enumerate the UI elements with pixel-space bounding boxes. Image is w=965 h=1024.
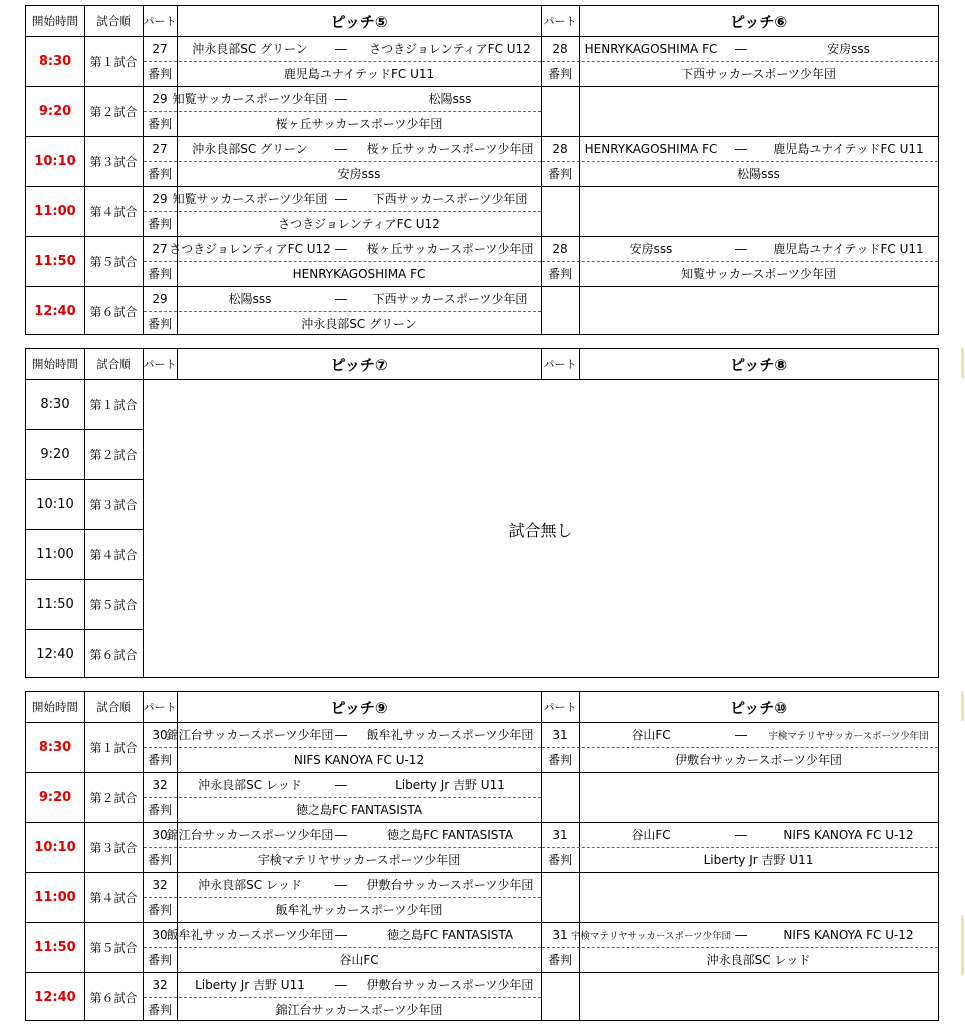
start-time: 8:30 [38, 53, 72, 69]
start-time: 10:10 [34, 153, 76, 169]
referee-label: 番判 [147, 953, 172, 967]
away-team: NIFS KANOYA FC U-12 [783, 827, 914, 842]
referee-team: 知覧サッカースポーツ少年団 [681, 267, 836, 281]
page-edge-marker [961, 915, 964, 975]
part-number: 32 [152, 977, 168, 992]
away-team: 鹿児島ユナイテッドFC U11 [773, 242, 924, 256]
home-team: 沖永良部SC レッド [198, 778, 302, 792]
referee-team: 錦江台サッカースポーツ少年団 [275, 1003, 443, 1017]
part-number: 30 [152, 827, 168, 842]
part-number: 30 [152, 927, 168, 942]
away-team: 安房sss [827, 42, 870, 56]
column-divider [541, 349, 542, 379]
vs-dash: ― [335, 827, 347, 842]
header-part: パート [143, 358, 177, 371]
vs-dash: ― [335, 191, 347, 206]
match-order: 第４試合 [89, 204, 138, 219]
header-match-order: 試合順 [96, 700, 131, 714]
part-number: 27 [152, 241, 168, 256]
match-order: 第２試合 [89, 104, 138, 119]
referee-team: 飯牟礼サッカースポーツ少年団 [275, 903, 443, 917]
vs-dash: ― [735, 141, 747, 156]
away-team: 徳之島FC FANTASISTA [386, 828, 514, 842]
referee-team: さつきジョレンティアFC U12 [278, 217, 440, 231]
part-number: 29 [152, 91, 168, 106]
referee-team: 谷山FC [339, 953, 379, 967]
match-order: 第３試合 [89, 497, 138, 512]
match-order: 第３試合 [89, 840, 138, 855]
home-team: 松陽sss [228, 292, 272, 306]
referee-team: NIFS KANOYA FC U-12 [293, 752, 425, 767]
start-time: 12:40 [36, 646, 74, 662]
vs-dash: ― [335, 877, 347, 892]
match-order: 第５試合 [89, 940, 138, 955]
header-part: パート [143, 15, 177, 28]
referee-label: 番判 [147, 67, 172, 81]
vs-dash: ― [335, 91, 347, 106]
page-edge-marker [961, 348, 964, 378]
schedule-table [25, 5, 939, 335]
referee-team: Liberty Jr 吉野 U11 [703, 853, 814, 867]
column-divider [177, 349, 178, 379]
referee-team: 宇検マテリヤサッカースポーツ少年団 [257, 853, 461, 867]
vs-dash: ― [335, 241, 347, 256]
match-order: 第２試合 [89, 447, 138, 462]
start-time: 9:20 [38, 103, 72, 119]
referee-team: 沖永良部SC グリーン [301, 317, 417, 331]
home-team: 錦江台サッカースポーツ少年団 [166, 728, 334, 742]
start-time: 9:20 [38, 789, 72, 805]
header-match-order: 試合順 [96, 357, 131, 371]
referee-label: 番判 [147, 317, 172, 331]
home-team: 知覧サッカースポーツ少年団 [172, 92, 328, 106]
home-team: 飯牟礼サッカースポーツ少年団 [166, 928, 334, 942]
header-part: パート [543, 701, 577, 714]
header-start-time: 開始時間 [32, 357, 78, 371]
referee-label: 番判 [147, 167, 172, 181]
pitch-title: ピッチ⑧ [729, 355, 788, 374]
match-order: 第５試合 [89, 597, 138, 612]
schedule-table [25, 691, 939, 1021]
referee-label: 番判 [147, 1003, 172, 1017]
away-team: NIFS KANOYA FC U-12 [783, 927, 914, 942]
referee-label: 番判 [147, 217, 172, 231]
referee-team: HENRYKAGOSHIMA FC [292, 266, 426, 281]
away-team: 徳之島FC FANTASISTA [386, 928, 514, 942]
home-team: HENRYKAGOSHIMA FC [584, 41, 718, 56]
referee-label: 番判 [547, 67, 572, 81]
referee-label: 番判 [547, 853, 572, 867]
vs-dash: ― [735, 827, 747, 842]
referee-label: 番判 [547, 753, 572, 767]
part-number: 31 [552, 927, 568, 942]
referee-team: 安房sss [337, 167, 381, 181]
referee-label: 番判 [547, 267, 572, 281]
referee-label: 番判 [547, 953, 572, 967]
away-team: 伊敷台サッカースポーツ少年団 [366, 978, 534, 992]
header-start-time: 開始時間 [32, 700, 78, 714]
home-team: Liberty Jr 吉野 U11 [195, 978, 305, 992]
part-number: 28 [552, 141, 568, 156]
referee-team: 伊敷台サッカースポーツ少年団 [675, 753, 842, 767]
vs-dash: ― [735, 241, 747, 256]
part-number: 27 [152, 141, 168, 156]
home-team: 谷山FC [631, 828, 671, 842]
part-number: 30 [152, 727, 168, 742]
home-team: 谷山FC [631, 728, 671, 742]
row-divider [26, 479, 143, 480]
start-time: 12:40 [34, 303, 76, 319]
header-start-time: 開始時間 [32, 14, 78, 28]
row-divider [26, 529, 143, 530]
away-team: Liberty Jr 吉野 U11 [395, 778, 505, 792]
match-order: 第３試合 [89, 154, 138, 169]
match-order: 第６試合 [89, 990, 138, 1005]
home-team: 安房sss [629, 242, 673, 256]
referee-label: 番判 [147, 267, 172, 281]
referee-label: 番判 [147, 853, 172, 867]
start-time: 11:00 [34, 889, 76, 905]
home-team: 錦江台サッカースポーツ少年団 [166, 828, 334, 842]
away-team: 飯牟礼サッカースポーツ少年団 [366, 728, 534, 742]
pitch-title: ピッチ⑦ [330, 355, 388, 374]
referee-team: 鹿児島ユナイテッドFC U11 [283, 67, 435, 81]
referee-team: 徳之島FC FANTASISTA [295, 803, 423, 817]
away-team: 松陽sss [428, 92, 472, 106]
column-divider [579, 349, 580, 379]
pitch-title: ピッチ⑤ [330, 12, 388, 31]
header-match-order: 試合順 [96, 14, 131, 28]
part-number: 29 [152, 191, 168, 206]
referee-label: 番判 [547, 167, 572, 181]
part-number: 29 [152, 291, 168, 306]
part-number: 28 [552, 41, 568, 56]
page-edge-marker [961, 691, 964, 721]
away-team: 下西サッカースポーツ少年団 [372, 292, 528, 306]
referee-label: 番判 [147, 753, 172, 767]
home-team: HENRYKAGOSHIMA FC [584, 141, 718, 156]
no-match-text: 試合無し [508, 520, 573, 540]
referee-team: 松陽sss [737, 167, 780, 181]
start-time: 8:30 [40, 396, 70, 412]
vs-dash: ― [335, 291, 347, 306]
match-order: 第４試合 [89, 547, 138, 562]
vs-dash: ― [735, 727, 747, 742]
start-time: 11:50 [36, 596, 74, 612]
referee-label: 番判 [147, 117, 172, 131]
schedule-table [25, 348, 939, 678]
match-order: 第６試合 [89, 647, 138, 662]
start-time: 9:20 [40, 446, 70, 462]
pitch-title: ピッチ⑥ [729, 12, 788, 31]
referee-team: 桜ヶ丘サッカースポーツ少年団 [275, 117, 443, 131]
away-team: 宇検マテリヤサッカースポーツ少年団 [768, 730, 929, 742]
match-order: 第１試合 [89, 54, 138, 69]
start-time: 10:10 [34, 839, 76, 855]
vs-dash: ― [335, 41, 347, 56]
start-time: 11:00 [34, 203, 76, 219]
part-number: 27 [152, 41, 168, 56]
start-time: 11:00 [36, 546, 74, 562]
home-team: 宇検マテリヤサッカースポーツ少年団 [570, 930, 732, 942]
vs-dash: ― [335, 777, 347, 792]
pitch-title: ピッチ⑩ [729, 698, 788, 717]
row-divider [26, 579, 143, 580]
header-part: パート [543, 358, 577, 371]
match-order: 第４試合 [89, 890, 138, 905]
start-time: 10:10 [36, 496, 74, 512]
vs-dash: ― [735, 927, 747, 942]
start-time: 11:50 [34, 939, 76, 955]
part-number: 31 [552, 827, 568, 842]
referee-team: 下西サッカースポーツ少年団 [681, 67, 836, 81]
vs-dash: ― [335, 141, 347, 156]
match-order: 第１試合 [89, 740, 138, 755]
home-team: 沖永良部SC グリーン [192, 42, 308, 56]
pitch-title: ピッチ⑨ [330, 698, 388, 717]
referee-label: 番判 [147, 803, 172, 817]
vs-dash: ― [735, 41, 747, 56]
away-team: 桜ヶ丘サッカースポーツ少年団 [366, 142, 534, 156]
referee-team: 沖永良部SC レッド [706, 953, 811, 967]
home-team: 知覧サッカースポーツ少年団 [172, 192, 328, 206]
part-number: 32 [152, 777, 168, 792]
away-team: さつきジョレンティアFC U12 [369, 42, 531, 56]
match-order: 第１試合 [89, 397, 138, 412]
away-team: 伊敷台サッカースポーツ少年団 [366, 878, 534, 892]
vs-dash: ― [335, 927, 347, 942]
row-divider [26, 629, 143, 630]
match-order: 第２試合 [89, 790, 138, 805]
row-divider [26, 429, 143, 430]
header-part: パート [543, 15, 577, 28]
part-number: 28 [552, 241, 568, 256]
part-number: 32 [152, 877, 168, 892]
away-team: 下西サッカースポーツ少年団 [372, 192, 528, 206]
referee-label: 番判 [147, 903, 172, 917]
away-team: 桜ヶ丘サッカースポーツ少年団 [366, 242, 534, 256]
header-part: パート [143, 701, 177, 714]
part-number: 31 [552, 727, 568, 742]
start-time: 11:50 [34, 253, 76, 269]
home-team: 沖永良部SC レッド [198, 878, 302, 892]
home-team: 沖永良部SC グリーン [192, 142, 308, 156]
match-order: 第６試合 [89, 304, 138, 319]
vs-dash: ― [335, 727, 347, 742]
home-team: さつきジョレンティアFC U12 [169, 242, 331, 256]
start-time: 8:30 [38, 739, 72, 755]
vs-dash: ― [335, 977, 347, 992]
start-time: 12:40 [34, 989, 76, 1005]
match-order: 第５試合 [89, 254, 138, 269]
away-team: 鹿児島ユナイテッドFC U11 [773, 142, 924, 156]
